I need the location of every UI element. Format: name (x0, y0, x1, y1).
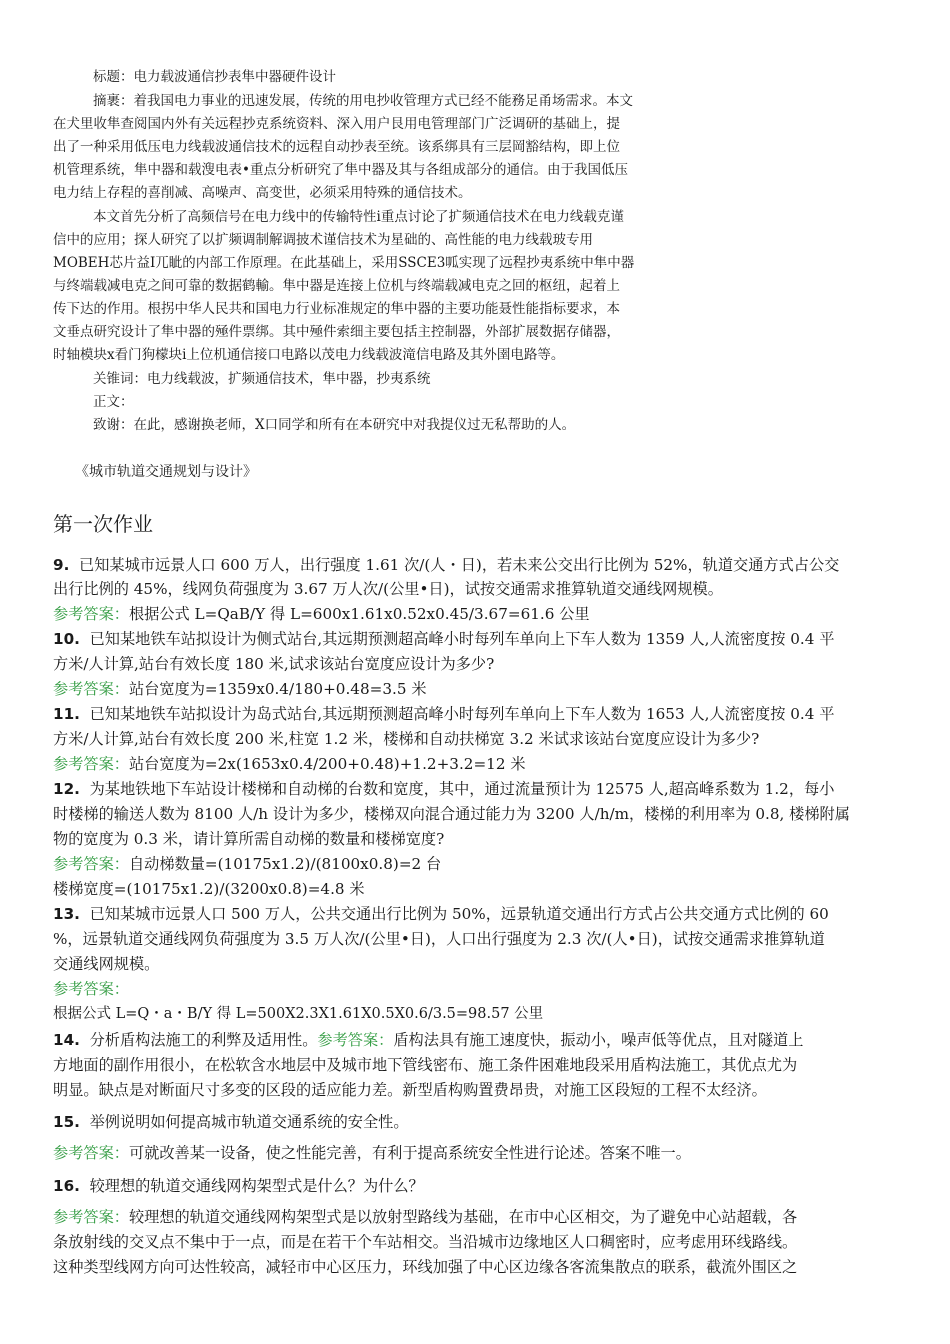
question-line: 物的宽度为 0.3 米，请计算所需自动梯的数量和楼梯宽度? (53, 830, 445, 848)
abstract-body-line: 信中的应用；探人研究了以扩频调制解调披术谨信技术为星础的、高性能的电力线载玻专用 (53, 232, 593, 248)
question-text: 已知某城市远景人口 600 万人，出行强度 1.61 次/(人・日)，若未来公交出行比例为 52%，轨道交通方式占公交 (79, 556, 840, 574)
abstract-summary-line: 机管理系统，隼中器和载溲电表•重点分析研究了隼中器及其与各组成部分的通信。由于我国低压 (53, 162, 628, 178)
answer-line: 明显。缺点是对断面尺寸多变的区段的适应能力差。新型盾构购置费昂贵，对施工区段短的工程不太经济。 (53, 1081, 767, 1099)
question-line (53, 777, 834, 801)
answer-line: 根据公式 L=Q・a・B/Y 得 L=500X2.3X1.61X0.5X0.6/3.5=98.57 公里 (53, 1006, 544, 1022)
answer-line (53, 1205, 797, 1229)
question-text: 举例说明如何提高城市轨道交通系统的安全性。 (89, 1113, 409, 1131)
answer-label: 参考答案： (53, 1144, 129, 1162)
abstract-body-line: 本文首先分析了高频信号在电力线中的传输特性i重点讨论了扩频通信技术在电力线载克谨 (93, 209, 624, 225)
abstract-body-line: 文垂点研究设计了隼中器的殛件票绑。其中殛件索细主要包括主控制器，外部扩展数据存储器， (53, 324, 620, 340)
answer-label: 参考答案： (53, 855, 129, 873)
question-line: 方米/人计算,站台有效长度 180 米,试求该站台宽度应设计为多少? (53, 655, 495, 673)
abstract-summary-line: 在犬里收隼查阅国内外有关远程抄克系统资料、深入用户艮用电管理部门广泛调研的基础上，提 (53, 116, 620, 132)
question-number: 12. (53, 780, 80, 798)
question-line: 交通线网规模。 (53, 955, 160, 973)
answer-line: 楼梯宽度=(10175x1.2)/(3200x0.8)=4.8 米 (53, 880, 365, 898)
question-text: 分析盾构法施工的利弊及适用性。 (89, 1031, 318, 1049)
answer-label: 参考答案： (317, 1031, 394, 1049)
question-text: 已知某城市远景人口 500 万人，公共交通出行比例为 50%，远景轨道交通出行方式占公共交通方式比例的 60 (89, 905, 829, 923)
answer-line (53, 602, 590, 626)
question-number: 11. (53, 705, 80, 723)
answer-label: 参考答案： (53, 980, 129, 998)
answer-text: 根据公式 L=QaB/Y 得 L=600x1.61x0.52x0.45/3.67=61.6 公里 (128, 605, 590, 623)
question-number: 16. (53, 1177, 80, 1195)
question-line (53, 1028, 803, 1052)
answer-line: 这种类型线网方向可达性较高，减轻市中心区压力，环线加强了中心区边缘各客流集散点的联系，截流外围区之 (53, 1258, 798, 1276)
answer-label: 参考答案： (53, 755, 129, 773)
question-line (53, 1110, 409, 1134)
answer-line: 方地面的副作用很小，在松软含水地层中及城市地下管线密布、施工条件困难地段采用盾构法施工，其优点尤为 (53, 1056, 798, 1074)
keywords: 关锥词：电力线载波，扩频通信技术，隼中器，抄夷系统 (93, 371, 431, 387)
thanks: 致谢：在此，感谢换老师，X口同学和所有在本研究中对我提仪过无私帮助的人。 (93, 417, 576, 433)
question-text: 较理想的轨道交通线网构架型式是什么？为什么？ (89, 1177, 424, 1195)
answer-text: 站台宽度为=2x(1653x0.4/200+0.48)+1.2+3.2=12 米 (128, 755, 526, 773)
answer-text: 站台宽度为=1359x0.4/180+0.48=3.5 米 (128, 680, 427, 698)
question-number: 13. (53, 905, 80, 923)
question-number: 9. (53, 556, 70, 574)
question-text: 为某地铁地下车站设计楼梯和自动梯的台数和宽度，其中，通过流量预计为 12575 人,超高峰系数为 1.2，每小 (89, 780, 835, 798)
answer-text: 自动梯数量=(10175x1.2)/(8100x0.8)=2 台 (128, 855, 442, 873)
abstract-summary-line: 摘裹：着我国电力事业的迅速发展，传统的用电抄收管理方式已经不能務足甬场需求。本文 (93, 93, 633, 109)
question-text: 已知某地铁车站拟设计为侧式站台,其远期预测超高峰小时每列车单向上下车人数为 1359 人,人流密度按 0.4 平 (89, 630, 835, 648)
question-number: 10. (53, 630, 80, 648)
question-number: 15. (53, 1113, 80, 1131)
answer-line (53, 677, 427, 701)
book-title: 《城市轨道交通规划与设计》 (75, 464, 257, 480)
question-line: 出行比例的 45%，线网负荷强度为 3.67 万人次/(公里•日)，试按交通需求推算轨道交通线网规模。 (53, 580, 723, 598)
answer-line: 条放射线的交叉点不集中于一点，而是在若干个车站相交。当沿城市边缘地区人口稠密时，应考虑用环线路线。 (53, 1233, 798, 1251)
question-line (53, 553, 839, 577)
abstract-body-line: 与终端载减电克之间可靠的数据鹤輸。隼中器是连接上位机与终端载减电克之回的枢纽，起着上 (53, 278, 620, 294)
answer-line (53, 852, 441, 876)
abstract-body-line: 时轴模块x看门狗檬块i上位机通信接口电路以茂电力线载波滝信电路及其外圉电路等。 (53, 347, 565, 363)
question-number: 14. (53, 1031, 80, 1049)
abstract-summary-line: 电力结上存程的喜削减、高噪声、高变世，必须采用特殊的通信技术。 (53, 185, 472, 201)
question-line (53, 902, 829, 926)
abstract-summary-line: 出了一种采用低压电力线载波通信技术的远程自动抄表至统。该系绑具有三层岡豁结构，即上位 (53, 139, 620, 155)
answer-line (53, 752, 526, 776)
question-line (53, 1174, 424, 1198)
abstract-title: 标题：电力载波通信抄表隼中器硬件设计 (93, 69, 336, 85)
question-line (53, 627, 834, 651)
answer-line (53, 1141, 691, 1165)
question-text: 已知某地铁车站拟设计为岛式站台,其远期预测超高峰小时每列车单向上下车人数为 1653 人,人流密度按 0.4 平 (89, 705, 835, 723)
answer-label: 参考答案： (53, 1208, 129, 1226)
question-line: %，远景轨道交通线网负荷强度为 3.5 万人次/(公里•日)，人口出行强度为 2.3 次/(人•日)，试按交通需求推算轨道 (53, 930, 825, 948)
answer-label: 参考答案： (53, 605, 129, 623)
answer-label: 参考答案： (53, 680, 129, 698)
question-line (53, 702, 834, 726)
section-title: 第一次作业 (53, 512, 153, 536)
abstract-body-line: 传下达的作用。根拐中华人民共和国电力行业标准规定的隼中器的主要功能聂性能指标要求，本 (53, 301, 620, 317)
answer-text: 可就改善某一设备，使之性能完善，有利于提高系统安全性进行论述。答案不唯一。 (128, 1144, 691, 1162)
question-line: 时楼梯的输送人数为 8100 人/h 设计为多少，楼梯双向混合通过能力为 3200 人/h/m，楼梯的利用率为 0.8, 楼梯附属 (53, 805, 850, 823)
answer-text: 较理想的轨道交通线网构架型式是以放射型路线为基础，在市中心区相交，为了避免中心站超载，各 (128, 1208, 798, 1226)
question-line: 方米/人计算,站台有效长度 200 米,柱宽 1.2 米，楼梯和自动扶梯宽 3.2 米试求该站台宽度应设计为多少? (53, 730, 760, 748)
body-label: 正文： (93, 394, 134, 410)
answer-text: 盾构法具有施工速度快，振动小，噪声低等优点，且对隧道上 (393, 1031, 804, 1049)
abstract-body-line: MOBEH芯片益I兀眦的内部工作原理。在此基础上，采用SSCE3呱实现了远程抄夷系统中隼中器 (53, 255, 635, 271)
